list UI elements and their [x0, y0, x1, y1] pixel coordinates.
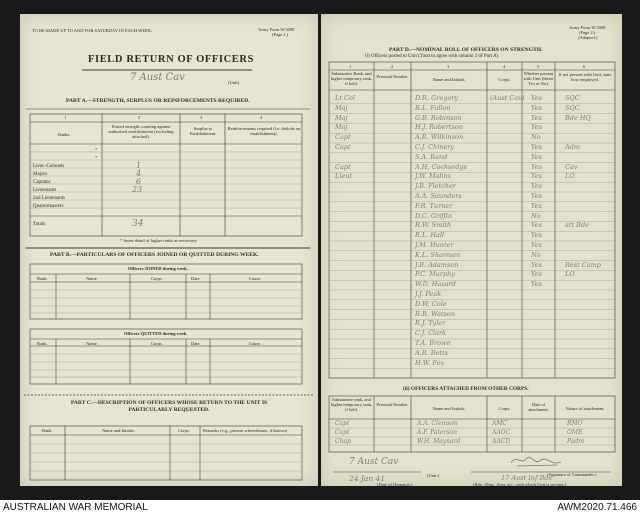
- attached-name: A.A. Clemson: [417, 420, 458, 427]
- attached-corps: AACD: [492, 438, 511, 445]
- roll-name: P.C. Murphy: [415, 270, 455, 279]
- roll-present: Yes: [531, 241, 542, 249]
- roll-employment: LO: [565, 172, 575, 181]
- rank-row-label: Lieut.-Colonels: [33, 164, 65, 169]
- roll-present: Yes: [531, 182, 542, 191]
- attached-nature: RMO: [567, 420, 583, 427]
- roll-name: H.J. Robertson: [415, 123, 463, 132]
- roll-name: H.W. Fox: [415, 358, 445, 367]
- roll-employment: Rest Camp: [565, 260, 601, 269]
- col-header: Corps.: [498, 406, 511, 411]
- asterisk-mark: *: [95, 147, 98, 152]
- col-number: 3: [447, 64, 450, 69]
- roll-rank: Maj: [335, 103, 348, 112]
- roll-present: Yes: [531, 192, 542, 200]
- col-header: Name.: [86, 276, 98, 281]
- roll-rank: Maj: [335, 123, 348, 132]
- attached-name: W.H. Maynard: [417, 438, 461, 445]
- col-header: If not present with Unit, state how employed.: [558, 72, 612, 82]
- roll-present: No: [531, 250, 541, 259]
- attached-nature: OME: [567, 429, 583, 436]
- top-note: TO BE MADE UP TO AND FOR SATURDAY IN EACH WEEK.: [32, 28, 153, 33]
- roll-present: Yes: [531, 201, 542, 210]
- col-header: Cause.: [249, 341, 262, 346]
- roll-name: S.A. Rand: [415, 152, 448, 161]
- footnote: * Insert detail of higher ranks as necessary.: [120, 238, 198, 243]
- rank-row-label: Lieutenants: [33, 188, 57, 193]
- posted-value: 1: [136, 161, 142, 170]
- part-b-heading: PART B.—PARTICULARS OF OFFICERS JOINED OR QUITTED DURING WEEK.: [50, 252, 259, 258]
- left-page: [20, 14, 318, 486]
- attached-corps: AMC: [492, 420, 508, 427]
- col-header: Name.: [86, 341, 98, 346]
- roll-name: R.R. Watson: [415, 309, 456, 318]
- sign-date-label: (Date of Despatch.): [377, 482, 413, 486]
- roll-employment: LO: [565, 270, 575, 279]
- sign-bde: 17 Aust Inf Bde: [501, 474, 553, 482]
- col-header: Date.: [191, 276, 201, 281]
- col-number: 5: [537, 64, 540, 69]
- form-note: (Adapted.): [578, 35, 598, 40]
- left-page-rules: [20, 14, 318, 486]
- roll-present: No: [531, 211, 541, 220]
- roll-name: D.R. Gregory: [415, 94, 459, 102]
- roll-name: D.W. Cole: [415, 299, 447, 308]
- col-header-ranks: Ranks.: [58, 132, 71, 137]
- form-ref: Army Form W.3008: [258, 27, 295, 32]
- roll-present: Yes: [531, 270, 542, 279]
- col-number: 4: [503, 64, 506, 69]
- sign-date: 24 Jan 41: [349, 474, 386, 483]
- part-a-heading: PART A.—STRENGTH, SURPLUS OR REINFORCEMENTS REQUIRED.: [66, 98, 250, 104]
- roll-name: F.R. Turner: [415, 201, 453, 210]
- roll-rank: Lt Col: [335, 94, 355, 102]
- roll-name: R.L. Hall: [415, 231, 445, 240]
- col-header: Name and Initials.: [432, 406, 466, 411]
- roll-present: Yes: [531, 280, 542, 289]
- form-page: (Page 1.): [272, 32, 289, 37]
- col-number: 1: [64, 115, 67, 120]
- quitted-heading: Officers QUITTED during week.: [124, 331, 188, 336]
- roll-name: J.J. Peak: [415, 290, 442, 298]
- sign-cmdr-label: (Signature of Commander.): [547, 472, 597, 477]
- accession-number: AWM2020.71.466: [557, 502, 637, 513]
- attached-name: A.F. Paterson: [417, 429, 458, 436]
- col-header: Cause.: [249, 276, 262, 281]
- attached-rank: Chap: [335, 438, 351, 445]
- roll-name: A.R. Wilkinson: [415, 133, 464, 142]
- col-header: Name and Initials.: [432, 77, 466, 82]
- form-ref: Army Form W.3008.: [569, 25, 607, 30]
- part-c-heading: PART C.—DESCRIPTION OF OFFICERS WHOSE RETURN TO THE UNIT IS PARTICULARLY REQUESTED.: [70, 400, 268, 413]
- col-number: 2: [391, 64, 394, 69]
- roll-name: A.H. Cocksedge: [415, 162, 468, 171]
- col-header: Corps.: [498, 77, 511, 82]
- roll-name: A.A. Saunders: [415, 192, 462, 200]
- roll-present: Yes: [531, 123, 542, 132]
- roll-rank: Lieut: [335, 172, 353, 181]
- col-header: Date of attachment.: [528, 402, 549, 412]
- col-header: Whether present with Unit (Insert Yes or No).: [523, 71, 554, 86]
- roll-employment: SQC: [565, 94, 580, 102]
- col-header: Personal Number.: [376, 74, 409, 79]
- roll-name: K.L. Sharman: [415, 250, 461, 259]
- roll-present: Yes: [531, 143, 542, 151]
- col-header-surplus: Surplus to Establishment.: [189, 126, 217, 136]
- roll-employment: att Bde: [565, 221, 589, 230]
- institution-label: AUSTRALIAN WAR MEMORIAL: [3, 502, 148, 513]
- roll-present: Yes: [531, 103, 542, 112]
- roll-present: Yes: [531, 94, 542, 102]
- col-number: 4: [260, 115, 263, 120]
- posted-value: 23: [132, 185, 143, 194]
- rank-row-label: Captains: [33, 180, 51, 185]
- roll-name: D.C. Griffin: [415, 211, 453, 220]
- rank-row-label: 2nd Lieutenants: [33, 196, 66, 201]
- roll-rank: Capt: [335, 162, 351, 171]
- col-header: Rank.: [37, 341, 48, 346]
- roll-name: J.M. Hunter: [415, 241, 454, 249]
- col-header-reinforcements: Reinforcements required (i.e. deficits on establishment).: [227, 126, 301, 136]
- attached-nature: Padre: [567, 438, 585, 445]
- roll-present: Yes: [531, 162, 542, 171]
- col-header: Substantive Rank, and higher temporary rank, if held.: [330, 71, 373, 86]
- roll-present: Yes: [531, 231, 542, 240]
- section-i-heading: (i) Officers posted to Unit (Total to agree with column 2 of Part A).: [365, 54, 500, 59]
- page-title: FIELD RETURN OF OFFICERS: [88, 54, 254, 65]
- roll-name: G.B. Robinson: [415, 113, 462, 122]
- totals-label: Totals: [33, 222, 46, 227]
- attached-corps: AAOC: [492, 429, 511, 436]
- roll-present: Yes: [531, 113, 542, 122]
- roll-present: No: [531, 133, 541, 142]
- roll-name: J.B. Adamson: [415, 260, 459, 269]
- roll-corps: (Aust Cav): [490, 94, 525, 102]
- sign-unit-label: (Unit.): [427, 473, 440, 478]
- joined-heading: Officers JOINED during week.: [128, 266, 188, 271]
- roll-present: Yes: [531, 221, 542, 230]
- section-ii-heading: (ii) OFFICERS ATTACHED FROM OTHER CORPS.: [403, 386, 529, 392]
- col-header: Substantive rank, and higher temporary rank, if held.: [330, 397, 373, 412]
- asterisk-mark: *: [95, 155, 98, 160]
- roll-name: T.A. Brown: [415, 339, 451, 347]
- roll-employment: SQC: [565, 103, 580, 112]
- roll-employment: Cav: [565, 162, 578, 171]
- totals-value: 34: [132, 219, 144, 229]
- unit-label: (Unit): [228, 80, 239, 85]
- roll-employment: Bde HQ: [565, 113, 591, 122]
- col-header: Corps.: [178, 428, 190, 433]
- col-header: Corps.: [151, 341, 163, 346]
- col-header: Name and Initials.: [102, 428, 136, 433]
- posted-value: 6: [136, 177, 142, 186]
- col-header: Nature of attachment.: [565, 406, 605, 411]
- attached-rank: Capt: [335, 429, 350, 436]
- col-header: Date.: [191, 341, 201, 346]
- sign-unit: 7 Aust Cav: [349, 457, 399, 467]
- roll-rank: Maj: [335, 113, 348, 122]
- roll-name: A.R. Betts: [415, 348, 448, 357]
- roll-present: Yes: [531, 152, 542, 161]
- roll-name: W.D. Hazard: [415, 280, 456, 289]
- col-header: Rank.: [37, 276, 48, 281]
- right-page: [321, 14, 622, 486]
- roll-name: R.W. Smith: [415, 221, 452, 230]
- col-header: Personal Number.: [376, 402, 409, 407]
- roll-present: Yes: [531, 260, 542, 269]
- form-page: (Page 2.): [579, 30, 596, 35]
- col-header-posted: Posted strength counting against authorised establishment (excluding attached).: [108, 124, 174, 139]
- col-header: Remarks (e.g., present whereabouts, if known): [203, 428, 288, 433]
- roll-name: J.W. Malins: [415, 172, 452, 181]
- roll-name: C.J. Clark: [415, 329, 447, 338]
- roll-present: Yes: [531, 172, 542, 181]
- posted-value: 4: [136, 169, 142, 178]
- sign-bde-label: (Bde., Dim., Area, etc., with which Unit is serving.): [473, 482, 567, 486]
- roll-rank: Capt: [335, 143, 351, 151]
- roll-rank: Capt: [335, 133, 351, 142]
- roll-name: C.J. Chinery: [415, 143, 455, 151]
- roll-name: R.L. Fallon: [415, 103, 451, 112]
- col-number: 6: [583, 64, 586, 69]
- rank-row-label: Majors: [33, 172, 48, 177]
- rank-row-label: Quartermasters: [33, 204, 64, 209]
- roll-name: J.B. Fletcher: [415, 182, 456, 191]
- col-header: Corps.: [151, 276, 163, 281]
- part-d-heading: PART D.—NOMINAL ROLL OF OFFICERS ON STRENGTH.: [389, 47, 543, 53]
- col-number: 1: [349, 64, 352, 69]
- col-header: Rank.: [42, 428, 53, 433]
- col-number: 2: [138, 115, 141, 120]
- unit-handwritten: 7 Aust Cav: [130, 72, 185, 83]
- caption-bar: [0, 500, 640, 515]
- attached-rank: Capt: [335, 420, 350, 427]
- roll-employment: Adm: [565, 143, 581, 151]
- col-number: 3: [200, 115, 203, 120]
- roll-name: R.J. Tyler: [415, 319, 446, 328]
